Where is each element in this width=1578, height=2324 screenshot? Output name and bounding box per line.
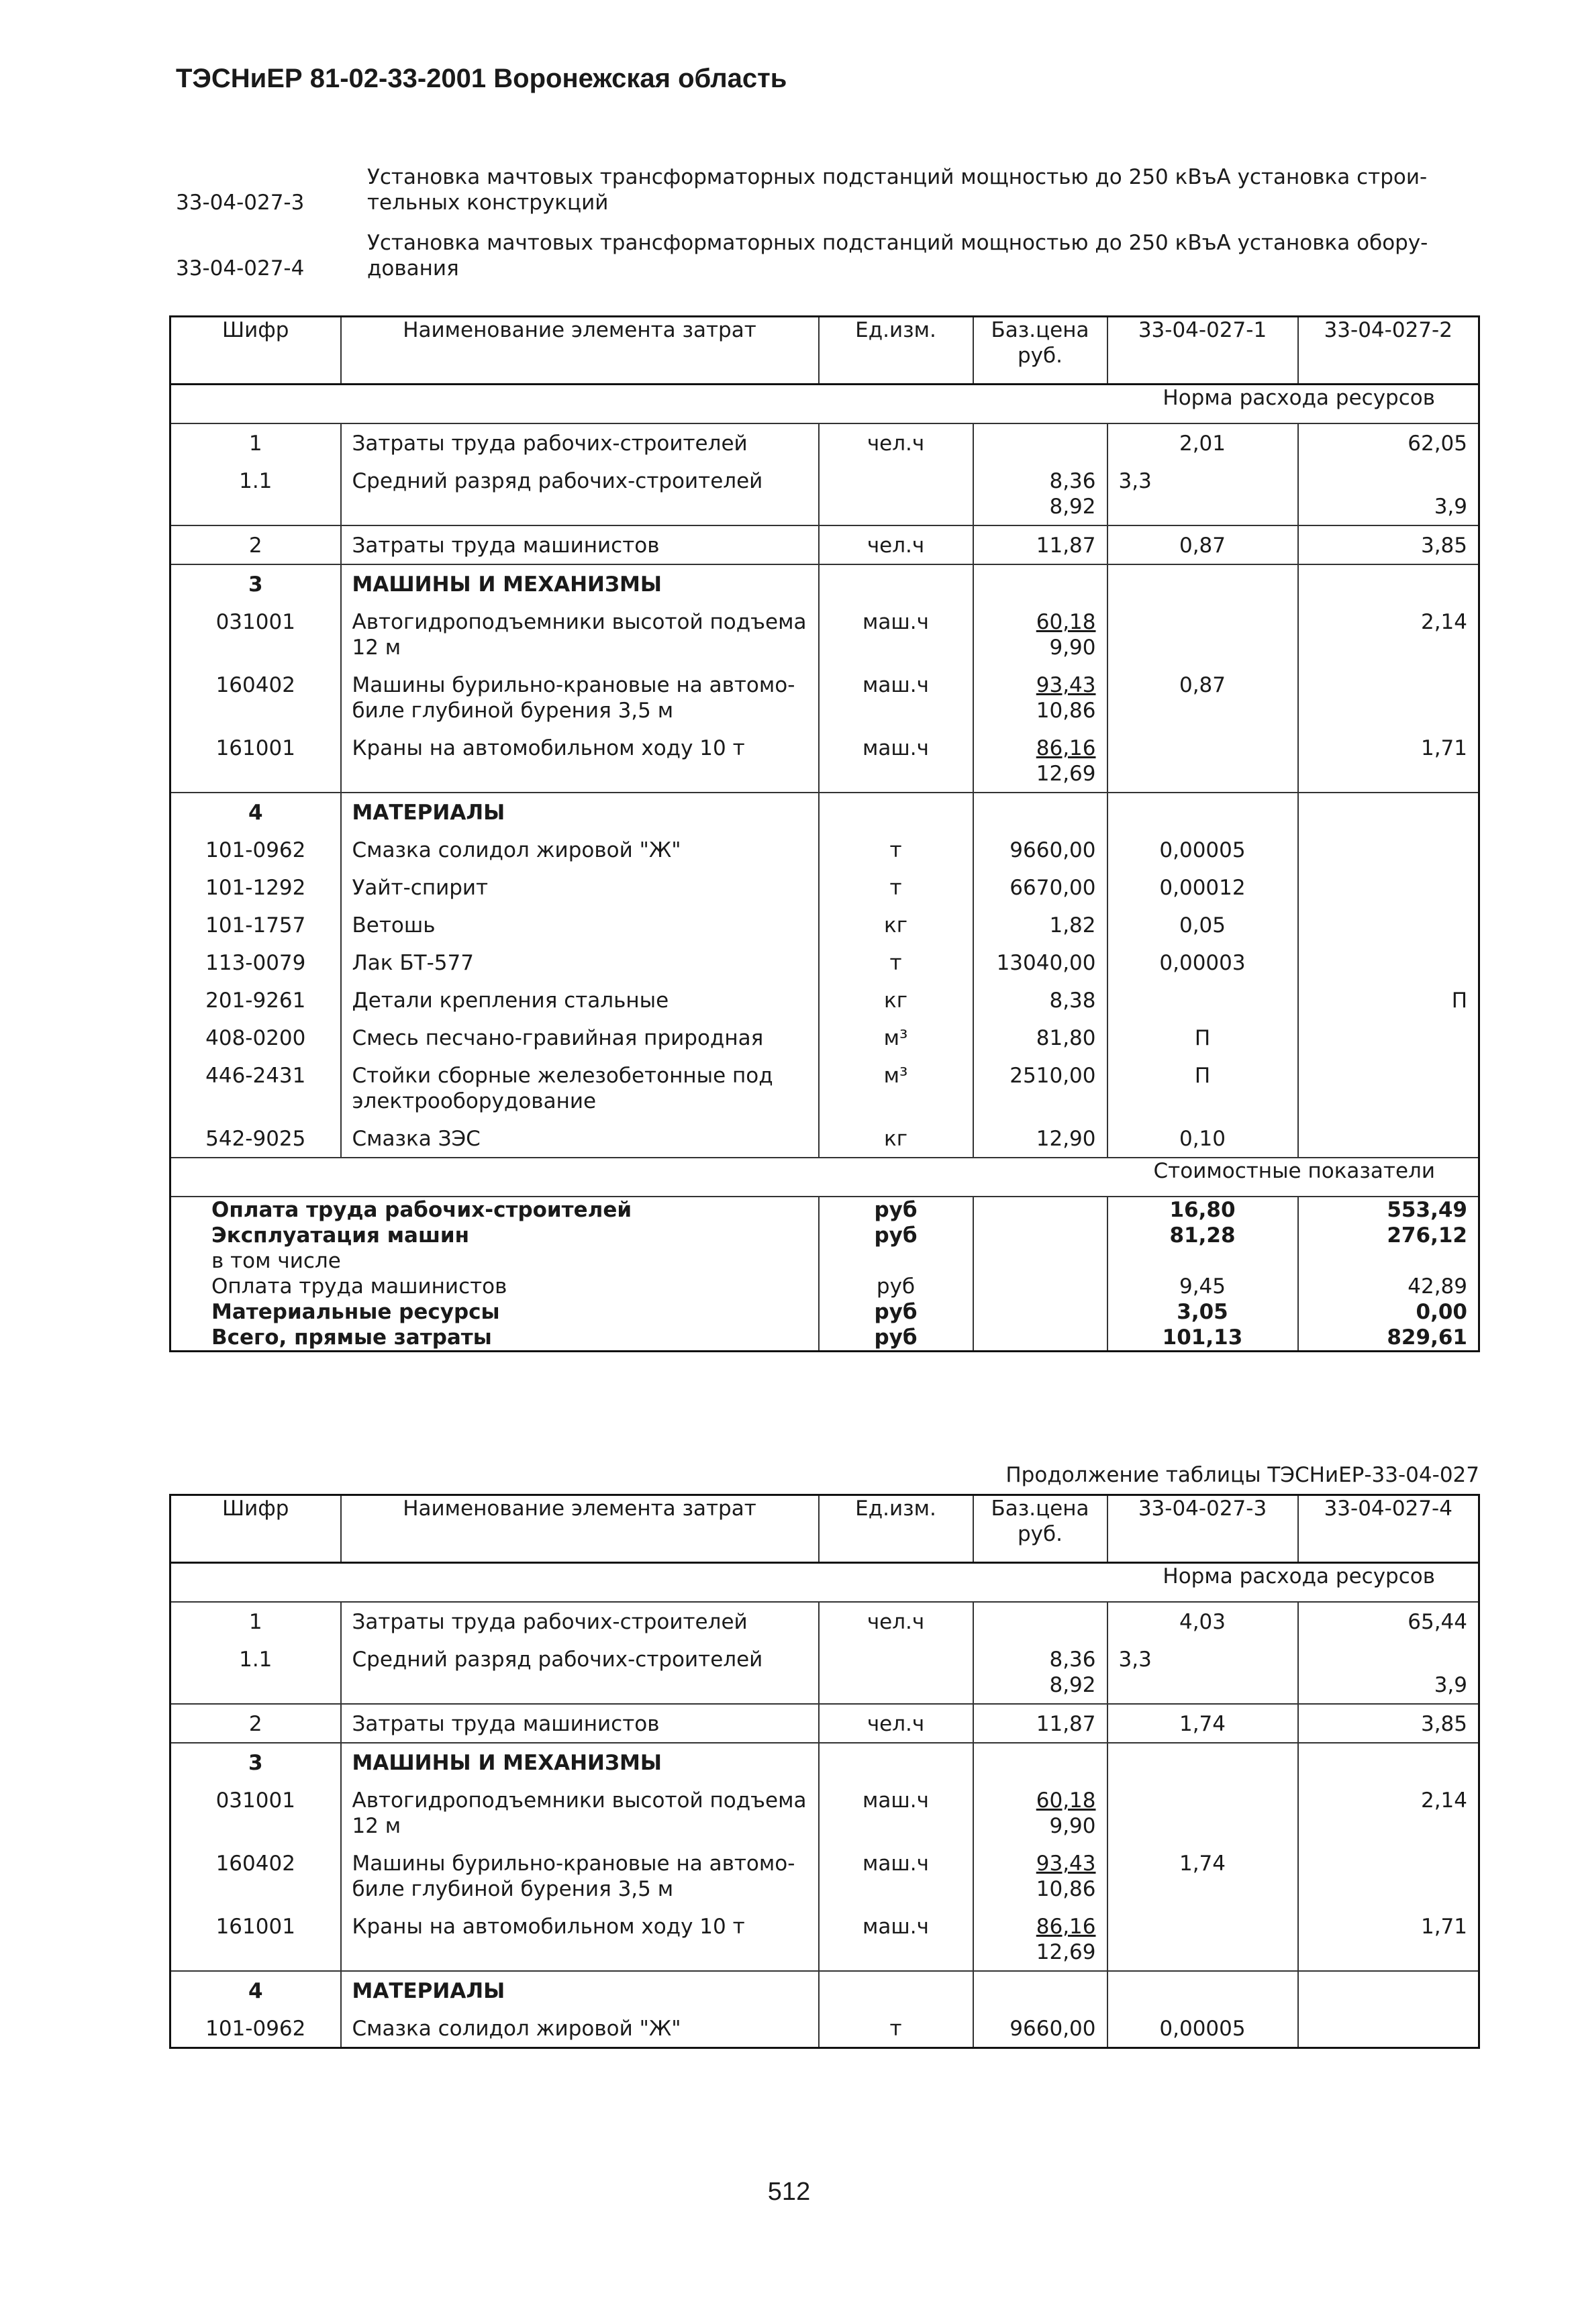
row-value-1 (1107, 729, 1298, 793)
cost-value-1: 9,45 (1107, 1274, 1298, 1299)
table-body (170, 1602, 1479, 2048)
row-name: Ветошь (341, 906, 819, 944)
empty-cell (1107, 1743, 1298, 1781)
row-name: Автогидроподъемники высотой подъема 12 м (341, 603, 819, 666)
row-price: 6670,00 (973, 868, 1107, 906)
header-unit: Ед.изм. (819, 317, 973, 385)
table-row (170, 1781, 1479, 1844)
group-title: МАТЕРИАЛЫ (341, 793, 819, 831)
header-col-2: 33-04-027-2 (1298, 317, 1479, 385)
row-price: 11,87 (973, 525, 1107, 564)
group-title: МАТЕРИАЛЫ (341, 1971, 819, 2009)
row-value-1: П (1107, 1019, 1298, 1056)
row-name: Краны на автомобильном ходу 10 т (341, 1907, 819, 1971)
row-name: Детали крепления стальные (341, 981, 819, 1019)
empty-cell (973, 564, 1107, 603)
empty-cell (973, 1299, 1107, 1325)
empty-cell (819, 564, 973, 603)
table-row (170, 1056, 1479, 1119)
row-value-2 (1298, 1781, 1479, 1844)
cost-label: в том числе (170, 1248, 819, 1274)
empty-cell (1298, 1743, 1479, 1781)
row-price (973, 603, 1107, 666)
group-title: МАШИНЫ И МЕХАНИЗМЫ (341, 564, 819, 603)
price-value-secondary: 12,69 (1036, 762, 1096, 786)
row-value-1: 1,74 (1107, 1844, 1298, 1907)
table-row (170, 906, 1479, 944)
price-value: 86,16 (1036, 736, 1096, 760)
row-value-1: 0,00005 (1107, 2009, 1298, 2048)
table-row (170, 1602, 1479, 1640)
header-unit: Ед.изм. (819, 1495, 973, 1563)
row-price (973, 1640, 1107, 1704)
row-value-2 (1298, 1119, 1479, 1158)
table-row (170, 868, 1479, 906)
cost-value-2 (1298, 1248, 1479, 1274)
row-value-2-text: 3,9 (1434, 1673, 1467, 1697)
row-value-1: П (1107, 1056, 1298, 1119)
row-code: 160402 (170, 666, 341, 729)
row-value-2 (1298, 729, 1479, 793)
table-row (170, 1971, 1479, 2009)
cost-label: Оплата труда машинистов (170, 1274, 819, 1299)
row-value-2 (1298, 603, 1479, 666)
cost-value-2: 553,49 (1298, 1197, 1479, 1223)
row-price (973, 666, 1107, 729)
cost-body (170, 1197, 1479, 1352)
table-row (170, 2009, 1479, 2048)
row-price (973, 1907, 1107, 1971)
row-code: 3 (170, 1743, 341, 1781)
row-price: 13040,00 (973, 944, 1107, 981)
section-norm-label: Норма расхода ресурсов (1163, 1564, 1435, 1588)
row-value-2 (1298, 831, 1479, 868)
row-value-1: 4,03 (1107, 1602, 1298, 1640)
row-value-2 (1298, 981, 1479, 1019)
row-price (973, 462, 1107, 525)
row-unit: т (819, 2009, 973, 2048)
document-title: ТЭСНиЕР 81-02-33-2001 Воронежская область (176, 64, 787, 93)
row-value-2 (1298, 666, 1479, 729)
table-row (170, 944, 1479, 981)
cost-row (170, 1274, 1479, 1299)
table-row (170, 462, 1479, 525)
price-value: 93,43 (1036, 673, 1096, 697)
cost-row (170, 1197, 1479, 1223)
row-value-1: 1,74 (1107, 1704, 1298, 1743)
page-number: 512 (767, 2178, 811, 2206)
cost-label: Эксплуатация машин (170, 1223, 819, 1248)
row-value-1 (1107, 1781, 1298, 1844)
empty-cell (973, 1274, 1107, 1299)
table-body (170, 423, 1479, 1158)
row-unit: маш.ч (819, 729, 973, 793)
table-row (170, 603, 1479, 666)
row-unit: маш.ч (819, 603, 973, 666)
header-name: Наименование элемента затрат (341, 317, 819, 385)
section-norm-row (170, 1563, 1479, 1603)
row-value-1: 3,3 (1107, 462, 1298, 525)
cost-row (170, 1325, 1479, 1352)
row-unit: маш.ч (819, 666, 973, 729)
header-name: Наименование элемента затрат (341, 1495, 819, 1563)
row-value-1: 0,87 (1107, 666, 1298, 729)
intro-text: Установка мачтовых трансформаторных подстанций мощностью до 250 кВъА установка обору-дования (367, 231, 1428, 281)
row-name: Машины бурильно-крановые на автомо-биле глубиной бурения 3,5 м (341, 666, 819, 729)
row-value-2 (1298, 2009, 1479, 2048)
table-row (170, 831, 1479, 868)
cost-label: Материальные ресурсы (170, 1299, 819, 1325)
row-value-2-text: 1,71 (1420, 736, 1467, 760)
row-value-2 (1298, 1704, 1479, 1743)
empty-cell (819, 793, 973, 831)
row-unit: чел.ч (819, 1602, 973, 1640)
cost-unit: руб (819, 1325, 973, 1352)
cost-unit: руб (819, 1299, 973, 1325)
row-price: 11,87 (973, 1704, 1107, 1743)
row-value-2 (1298, 944, 1479, 981)
row-code: 1.1 (170, 1640, 341, 1704)
cost-value-2: 829,61 (1298, 1325, 1479, 1352)
intro-item (176, 164, 1505, 215)
norm-table-1 (169, 315, 1480, 1352)
row-price: 9660,00 (973, 2009, 1107, 2048)
row-value-1 (1107, 1907, 1298, 1971)
row-name: Автогидроподъемники высотой подъема 12 м (341, 1781, 819, 1844)
row-code: 4 (170, 793, 341, 831)
row-price: 12,90 (973, 1119, 1107, 1158)
intro-item (176, 230, 1505, 281)
row-price: 8,38 (973, 981, 1107, 1019)
table-row (170, 1119, 1479, 1158)
cost-value-1: 81,28 (1107, 1223, 1298, 1248)
row-unit: чел.ч (819, 1704, 973, 1743)
group-title: МАШИНЫ И МЕХАНИЗМЫ (341, 1743, 819, 1781)
row-unit (819, 1640, 973, 1704)
continuation-caption: Продолжение таблицы ТЭСНиЕР-33-04-027 (1005, 1463, 1479, 1487)
row-value-2-text: 3,85 (1420, 534, 1467, 558)
row-name: Средний разряд рабочих-строителей (341, 1640, 819, 1704)
cost-unit: руб (819, 1223, 973, 1248)
row-code: 161001 (170, 729, 341, 793)
row-value-2 (1298, 1907, 1479, 1971)
header-price: Баз.цена руб. (973, 1495, 1107, 1563)
intro-block (176, 164, 1505, 296)
row-unit: чел.ч (819, 525, 973, 564)
row-code: 2 (170, 1704, 341, 1743)
row-code: 101-1292 (170, 868, 341, 906)
empty-cell (1298, 564, 1479, 603)
cost-unit (819, 1248, 973, 1274)
intro-text: Установка мачтовых трансформаторных подстанций мощностью до 250 кВъА установка строи-тельных конструкций (367, 165, 1428, 215)
row-name: Машины бурильно-крановые на автомо-биле глубиной бурения 3,5 м (341, 1844, 819, 1907)
row-value-2 (1298, 1640, 1479, 1704)
table-row (170, 1907, 1479, 1971)
empty-cell (973, 1971, 1107, 2009)
section-cost-row (170, 1158, 1479, 1197)
cost-value-1: 3,05 (1107, 1299, 1298, 1325)
row-value-2-text: 1,71 (1420, 1915, 1467, 1939)
row-code: 446-2431 (170, 1056, 341, 1119)
row-price: 81,80 (973, 1019, 1107, 1056)
row-price (973, 1844, 1107, 1907)
cost-value-1: 101,13 (1107, 1325, 1298, 1352)
row-value-2 (1298, 525, 1479, 564)
row-unit: т (819, 831, 973, 868)
price-value: 8,36 (1049, 469, 1096, 493)
row-code: 1 (170, 1602, 341, 1640)
intro-code: 33-04-027-4 (176, 256, 305, 281)
row-price: 9660,00 (973, 831, 1107, 868)
empty-cell (1298, 793, 1479, 831)
row-price: 2510,00 (973, 1056, 1107, 1119)
cost-value-1: 16,80 (1107, 1197, 1298, 1223)
empty-cell (1107, 564, 1298, 603)
table-row (170, 525, 1479, 564)
row-name: Затраты труда рабочих-строителей (341, 1602, 819, 1640)
empty-cell (1107, 1971, 1298, 2009)
price-value-secondary: 12,69 (1036, 1940, 1096, 1964)
cost-value-2: 0,00 (1298, 1299, 1479, 1325)
row-value-2 (1298, 462, 1479, 525)
row-value-1: 0,00005 (1107, 831, 1298, 868)
row-value-2-text: 2,14 (1420, 1788, 1467, 1813)
header-code: Шифр (170, 317, 341, 385)
row-name: Смесь песчано-гравийная природная (341, 1019, 819, 1056)
header-col-1: 33-04-027-3 (1107, 1495, 1298, 1563)
empty-cell (973, 1223, 1107, 1248)
row-value-2-text: 65,44 (1408, 1610, 1467, 1634)
table-row (170, 981, 1479, 1019)
table-row (170, 1844, 1479, 1907)
row-code: 3 (170, 564, 341, 603)
row-name: Смазка солидол жировой "Ж" (341, 2009, 819, 2048)
row-code: 408-0200 (170, 1019, 341, 1056)
row-value-1: 0,05 (1107, 906, 1298, 944)
empty-cell (1298, 1971, 1479, 2009)
section-cost-label: Стоимостные показатели (1153, 1159, 1435, 1183)
header-code: Шифр (170, 1495, 341, 1563)
table-header-row (170, 317, 1479, 385)
row-code: 101-1757 (170, 906, 341, 944)
price-value: 93,43 (1036, 1852, 1096, 1876)
empty-cell (973, 793, 1107, 831)
row-value-2-text: 62,05 (1408, 432, 1467, 456)
empty-cell (973, 1248, 1107, 1274)
table-row (170, 729, 1479, 793)
table-row (170, 1640, 1479, 1704)
row-name: Затраты труда рабочих-строителей (341, 423, 819, 462)
row-price: 1,82 (973, 906, 1107, 944)
row-code: 160402 (170, 1844, 341, 1907)
empty-cell (973, 1325, 1107, 1352)
cost-label: Всего, прямые затраты (170, 1325, 819, 1352)
row-code: 161001 (170, 1907, 341, 1971)
cost-value-2: 276,12 (1298, 1223, 1479, 1248)
table-row (170, 666, 1479, 729)
empty-cell (1107, 793, 1298, 831)
cost-unit: руб (819, 1197, 973, 1223)
row-unit: кг (819, 906, 973, 944)
row-value-2 (1298, 1602, 1479, 1640)
row-code: 101-0962 (170, 2009, 341, 2048)
price-value: 8,36 (1049, 1648, 1096, 1672)
norm-table-2 (169, 1494, 1480, 2049)
section-norm-row (170, 385, 1479, 424)
cost-row (170, 1299, 1479, 1325)
row-unit: чел.ч (819, 423, 973, 462)
row-code: 031001 (170, 603, 341, 666)
row-unit: кг (819, 981, 973, 1019)
empty-cell (973, 1743, 1107, 1781)
row-price (973, 729, 1107, 793)
empty-cell (973, 1197, 1107, 1223)
row-code: 2 (170, 525, 341, 564)
empty-cell (819, 1743, 973, 1781)
row-name: Смазка ЗЭС (341, 1119, 819, 1158)
table-row (170, 793, 1479, 831)
row-value-1: 2,01 (1107, 423, 1298, 462)
cost-value-1 (1107, 1248, 1298, 1274)
price-value-secondary: 8,92 (1049, 1673, 1096, 1697)
row-unit: т (819, 868, 973, 906)
row-value-1: 0,87 (1107, 525, 1298, 564)
row-name: Смазка солидол жировой "Ж" (341, 831, 819, 868)
cost-value-2: 42,89 (1298, 1274, 1479, 1299)
row-code: 113-0079 (170, 944, 341, 981)
row-value-2-text: 3,9 (1434, 495, 1467, 519)
row-name: Уайт-спирит (341, 868, 819, 906)
table-row (170, 1743, 1479, 1781)
row-value-2 (1298, 906, 1479, 944)
empty-cell (819, 1971, 973, 2009)
table-row (170, 1019, 1479, 1056)
row-price (973, 1781, 1107, 1844)
table-row (170, 423, 1479, 462)
row-price (973, 1602, 1107, 1640)
row-unit: кг (819, 1119, 973, 1158)
header-col-1: 33-04-027-1 (1107, 317, 1298, 385)
row-unit: м³ (819, 1019, 973, 1056)
row-unit: м³ (819, 1056, 973, 1119)
row-name: Затраты труда машинистов (341, 525, 819, 564)
row-value-2 (1298, 1019, 1479, 1056)
row-price (973, 423, 1107, 462)
cost-unit: руб (819, 1274, 973, 1299)
cost-row (170, 1248, 1479, 1274)
row-name: Средний разряд рабочих-строителей (341, 462, 819, 525)
price-value: 60,18 (1036, 1788, 1096, 1813)
cost-row (170, 1223, 1479, 1248)
table-row (170, 1704, 1479, 1743)
row-value-1: 3,3 (1107, 1640, 1298, 1704)
row-value-1: 0,00003 (1107, 944, 1298, 981)
row-code: 101-0962 (170, 831, 341, 868)
row-name: Лак БТ-577 (341, 944, 819, 981)
section-norm-label: Норма расхода ресурсов (1163, 386, 1435, 410)
row-unit: маш.ч (819, 1907, 973, 1971)
row-name: Краны на автомобильном ходу 10 т (341, 729, 819, 793)
row-unit (819, 462, 973, 525)
row-value-2 (1298, 1056, 1479, 1119)
table-row (170, 564, 1479, 603)
row-value-2 (1298, 868, 1479, 906)
row-code: 201-9261 (170, 981, 341, 1019)
row-value-2-text: 2,14 (1420, 610, 1467, 634)
price-value-secondary: 10,86 (1036, 1877, 1096, 1901)
row-code: 031001 (170, 1781, 341, 1844)
price-value: 86,16 (1036, 1915, 1096, 1939)
row-code: 1.1 (170, 462, 341, 525)
row-value-1: 0,10 (1107, 1119, 1298, 1158)
row-code: 542-9025 (170, 1119, 341, 1158)
row-code: 4 (170, 1971, 341, 2009)
row-value-1: 0,00012 (1107, 868, 1298, 906)
row-value-2 (1298, 1844, 1479, 1907)
price-value-secondary: 9,90 (1049, 636, 1096, 660)
header-price: Баз.цена руб. (973, 317, 1107, 385)
row-value-1 (1107, 603, 1298, 666)
row-value-1 (1107, 981, 1298, 1019)
row-unit: маш.ч (819, 1844, 973, 1907)
header-col-2: 33-04-027-4 (1298, 1495, 1479, 1563)
row-value-2-text: П (1451, 989, 1467, 1013)
row-value-2-text: 3,85 (1420, 1712, 1467, 1736)
price-value: 60,18 (1036, 610, 1096, 634)
row-value-2 (1298, 423, 1479, 462)
row-unit: маш.ч (819, 1781, 973, 1844)
price-value-secondary: 10,86 (1036, 699, 1096, 723)
table-header-row (170, 1495, 1479, 1563)
row-code: 1 (170, 423, 341, 462)
row-name: Стойки сборные железобетонные под электрооборудование (341, 1056, 819, 1119)
cost-label: Оплата труда рабочих-строителей (170, 1197, 819, 1223)
row-unit: т (819, 944, 973, 981)
intro-code: 33-04-027-3 (176, 191, 305, 215)
price-value-secondary: 9,90 (1049, 1814, 1096, 1838)
price-value-secondary: 8,92 (1049, 495, 1096, 519)
row-name: Затраты труда машинистов (341, 1704, 819, 1743)
